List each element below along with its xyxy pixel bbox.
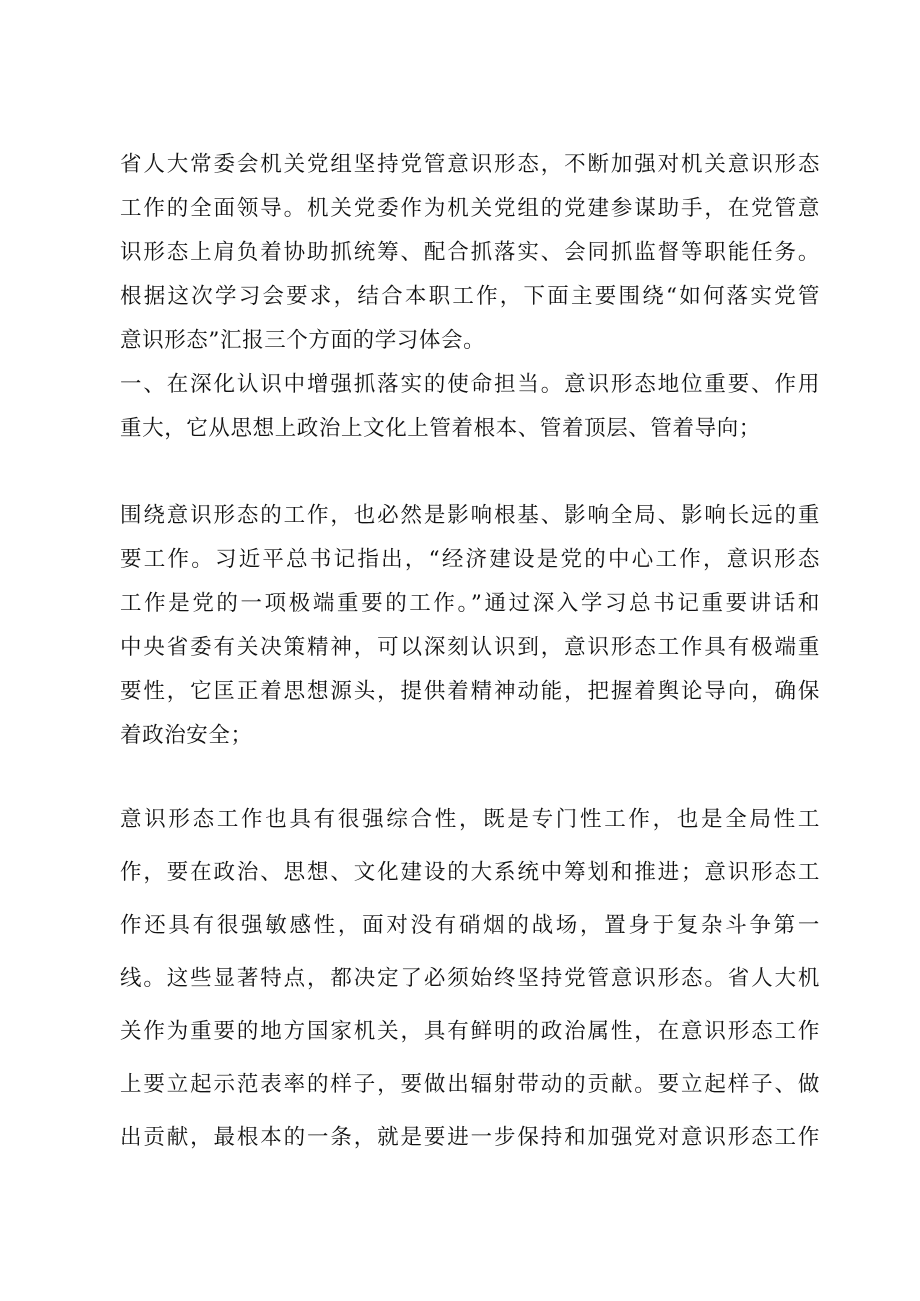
text-line: 要工作。习近平总书记指出，“经济建设是党的中心工作，意识形态 — [120, 547, 820, 572]
text-line: 着政治安全； — [120, 723, 253, 748]
paragraph-section-one — [120, 363, 820, 451]
text-line: 关作为重要的地方国家机关，具有鲜明的政治属性，在意识形态工作 — [120, 1019, 820, 1044]
text-line: 一、在深化认识中增强抓落实的使命担当。意识形态地位重要、作用 — [120, 372, 820, 397]
text-line: 意识形态”汇报三个方面的学习体会。 — [120, 328, 486, 353]
text-line: 线。这些显著特点，都决定了必须始终坚持党管意识形态。省人大机 — [120, 966, 820, 991]
text-line: 根据这次学习会要求，结合本职工作，下面主要围绕“如何落实党管 — [120, 284, 820, 309]
text-line: 工作的全面领导。机关党委作为机关党组的党建参谋助手，在党管意 — [120, 196, 820, 221]
text-line: 中央省委有关决策精神，可以深刻认识到，意识形态工作具有极端重 — [120, 635, 820, 660]
paragraph-importance — [120, 494, 820, 758]
text-line: 省人大常委会机关党组坚持党管意识形态，不断加强对机关意识形态 — [120, 152, 820, 177]
paragraph-characteristics — [120, 793, 820, 1164]
text-line: 出贡献，最根本的一条，就是要进一步保持和加强党对意识形态工作 — [120, 1125, 820, 1150]
text-line: 重大，它从思想上政治上文化上管着根本、管着顶层、管着导向； — [120, 416, 761, 441]
text-line: 作，要在政治、思想、文化建设的大系统中筹划和推进；意识形态工 — [120, 860, 820, 885]
text-line: 要性，它匡正着思想源头，提供着精神动能，把握着舆论导向，确保 — [120, 679, 820, 704]
text-line: 识形态上肩负着协助抓统筹、配合抓落实、会同抓监督等职能任务。 — [120, 240, 820, 265]
text-line: 上要立起示范表率的样子，要做出辐射带动的贡献。要立起样子、做 — [120, 1072, 820, 1097]
paragraph-intro — [120, 143, 820, 363]
text-line: 作还具有很强敏感性，面对没有硝烟的战场，置身于复杂斗争第一 — [120, 913, 820, 938]
text-line: 围绕意识形态的工作，也必然是影响根基、影响全局、影响长远的重 — [120, 503, 820, 528]
text-line: 工作是党的一项极端重要的工作。”通过深入学习总书记重要讲话和 — [120, 591, 820, 616]
text-line: 意识形态工作也具有很强综合性，既是专门性工作，也是全局性工 — [120, 807, 820, 832]
